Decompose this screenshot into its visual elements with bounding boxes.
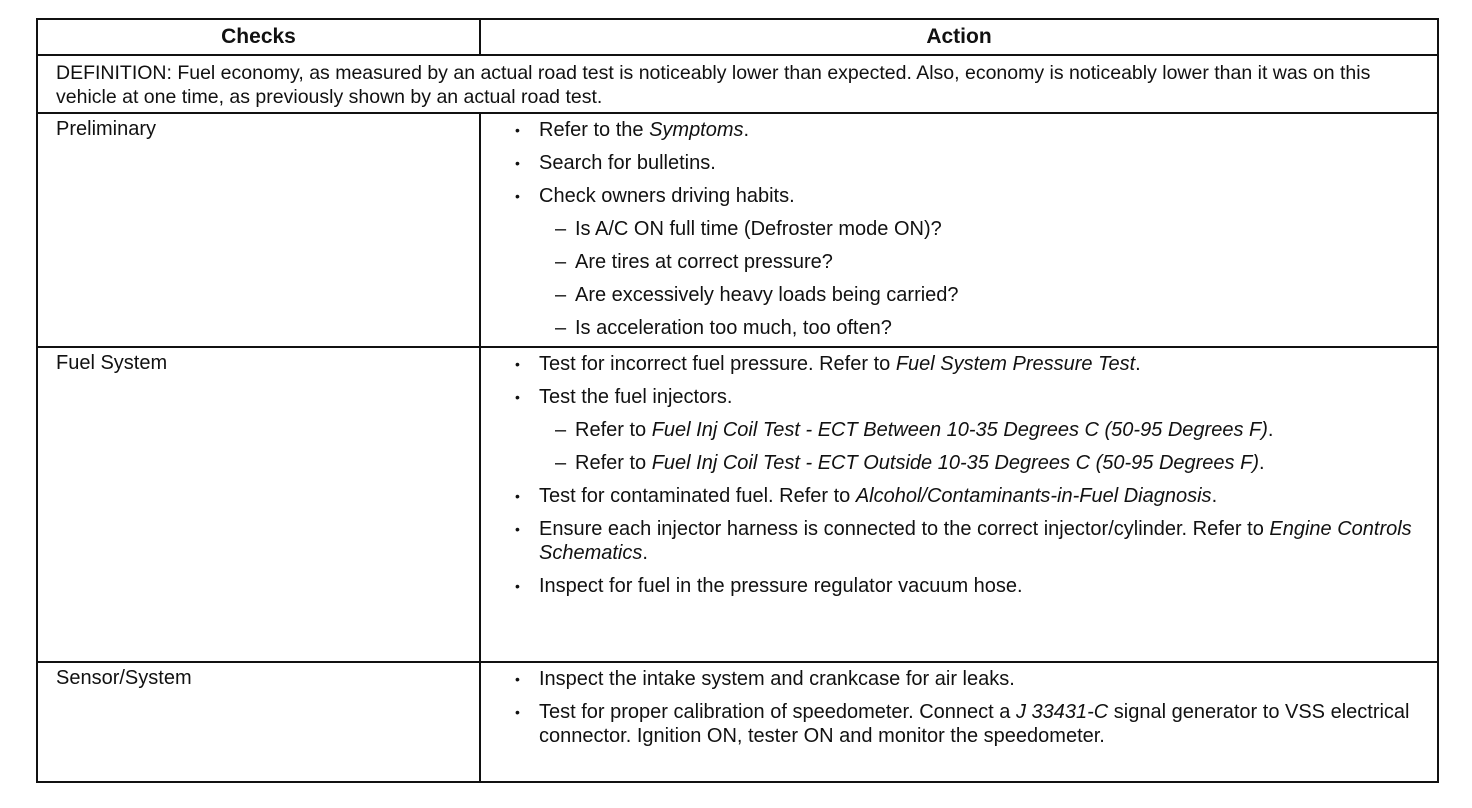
item-text: Test for contaminated fuel. Refer to [539, 485, 856, 507]
item-reference: Engine Controls Schematics [539, 518, 1412, 564]
dash-icon: – [555, 452, 567, 474]
item-reference: Alcohol/Contaminants-in-Fuel Diagnosis [855, 485, 1212, 507]
table-row [37, 347, 1438, 662]
bullet-icon: • [515, 155, 520, 171]
item-text-end: . [1135, 353, 1141, 375]
item-text: Search for bulletins. [539, 152, 716, 174]
bullet-item [515, 574, 1427, 598]
item-text: Inspect for fuel in the pressure regulator vacuum hose. [539, 575, 1023, 597]
bullet-icon: • [515, 356, 520, 372]
check-label: Sensor/System [37, 662, 480, 782]
item-reference: Fuel Inj Coil Test - ECT Outside 10-35 Degrees C (50-95 Degrees F) [651, 452, 1259, 474]
diagnostic-table [36, 18, 1439, 783]
item-text: Are excessively heavy loads being carried? [575, 284, 959, 306]
sub-item [515, 283, 1427, 307]
item-reference: J 33431-C [1015, 701, 1109, 723]
dash-icon: – [555, 251, 567, 273]
item-text-end: . [642, 542, 648, 564]
bullet-icon: • [515, 578, 520, 594]
bullet-icon: • [515, 671, 520, 687]
action-list [480, 113, 1438, 347]
item-text: Test for incorrect fuel pressure. Refer to [539, 353, 896, 375]
item-text: Test for proper calibration of speedometer. Connect a [539, 701, 1016, 723]
item-text-end: signal generator to VSS electrical connector. Ignition ON, tester ON and monitor the speedometer. [539, 701, 1410, 747]
item-text: Are tires at correct pressure? [575, 251, 833, 273]
check-label: Preliminary [37, 113, 480, 347]
check-label: Fuel System [37, 347, 480, 662]
item-text: Is A/C ON full time (Defroster mode ON)? [575, 218, 942, 240]
item-reference: Symptoms [649, 119, 744, 141]
dash-icon: – [555, 419, 567, 441]
action-list [480, 347, 1438, 662]
header-action: Action [480, 19, 1438, 55]
item-text-end: . [1259, 452, 1265, 474]
bullet-icon: • [515, 188, 520, 204]
item-reference: Fuel System Pressure Test [895, 353, 1136, 375]
bullet-icon: • [515, 521, 520, 537]
dash-icon: – [555, 218, 567, 240]
item-text: Refer to the [539, 119, 650, 141]
header-checks: Checks [37, 19, 480, 55]
bullet-icon: • [515, 389, 520, 405]
sub-item [515, 217, 1427, 241]
item-text: Inspect the intake system and crankcase for air leaks. [539, 668, 1015, 690]
bullet-icon: • [515, 122, 520, 138]
sub-item [515, 250, 1427, 274]
table-row [37, 113, 1438, 347]
item-text: Check owners driving habits. [539, 185, 795, 207]
definition-row [37, 55, 1438, 113]
table-row [37, 662, 1438, 782]
dash-icon: – [555, 317, 567, 339]
item-text-end: . [743, 119, 750, 141]
bullet-icon: • [515, 704, 520, 720]
dash-icon: – [555, 284, 567, 306]
item-text: Test the fuel injectors. [539, 386, 733, 408]
bullet-item [515, 484, 1427, 508]
bullet-item [515, 517, 1427, 565]
item-text: Ensure each injector harness is connected to the correct injector/cylinder. Refer to [539, 518, 1270, 540]
item-text: Refer to [575, 419, 652, 441]
action-list [480, 662, 1438, 782]
item-text: Is acceleration too much, too often? [575, 317, 892, 339]
item-text: Refer to [575, 452, 652, 474]
header-row [37, 19, 1438, 55]
definition-text: DEFINITION: Fuel economy, as measured by an actual road test is noticeably lower than expected. Also, economy is noticeably lower than it was on this vehicle at one time, as previously shown by an actual road test. [37, 55, 1438, 113]
item-reference: Fuel Inj Coil Test - ECT Between 10-35 Degrees C (50-95 Degrees F) [651, 419, 1268, 441]
sub-item [515, 316, 1427, 340]
bullet-item [515, 667, 1427, 691]
item-text-end: . [1211, 485, 1218, 507]
bullet-icon: • [515, 488, 520, 504]
sub-item [515, 451, 1427, 475]
bullet-item [515, 184, 1427, 208]
bullet-item [515, 385, 1427, 409]
item-text-end: . [1267, 419, 1274, 441]
bullet-item [515, 352, 1427, 376]
sub-item [515, 418, 1427, 442]
bullet-item [515, 118, 1427, 142]
bullet-item [515, 151, 1427, 175]
bullet-item [515, 700, 1427, 748]
